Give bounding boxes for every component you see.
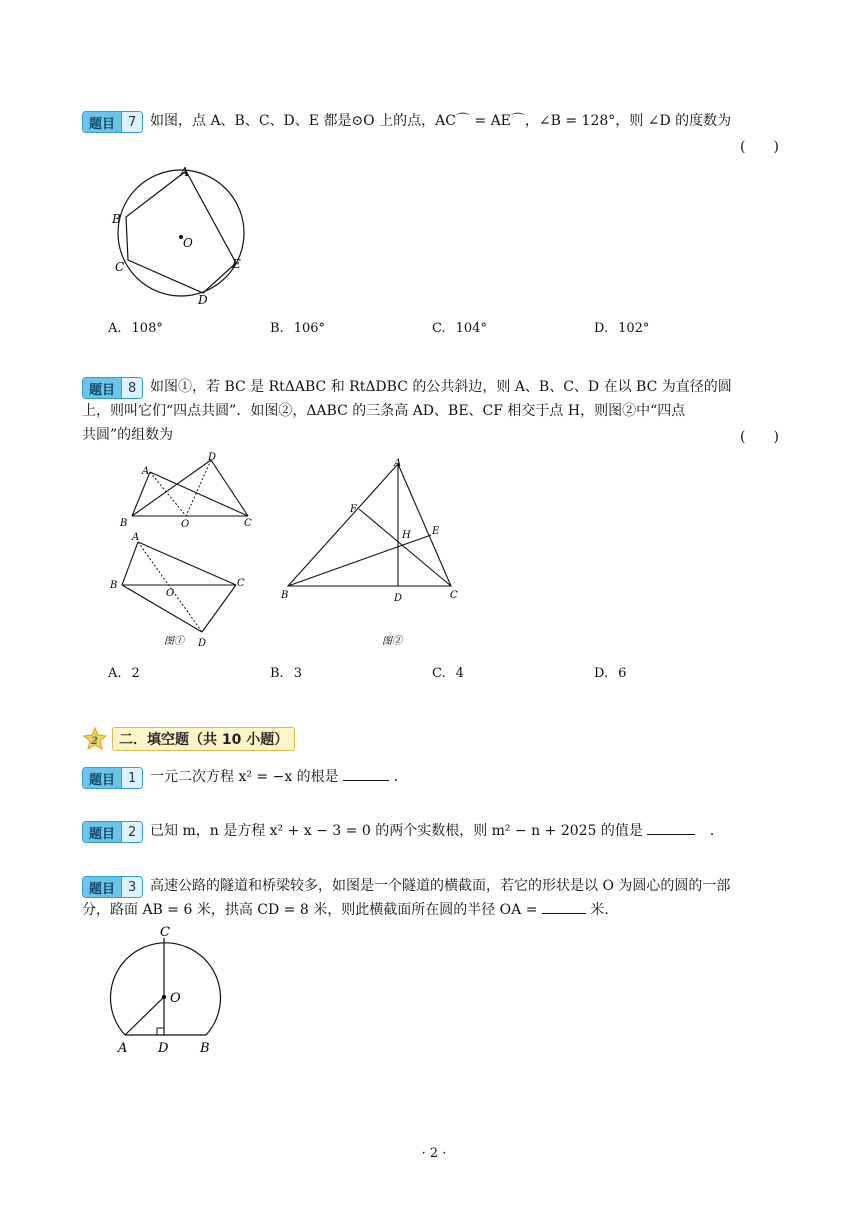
tunnel-label-o: O <box>170 991 181 1006</box>
question-badge-number: 1 <box>121 768 142 788</box>
question-badge-number: 8 <box>121 378 142 398</box>
f1b-label-c: C <box>237 578 245 589</box>
f2-label-f: F <box>350 504 357 515</box>
label-o: O <box>183 236 193 250</box>
tunnel-label-a: A <box>118 1041 128 1056</box>
question-8-line-2: 上，则叫它们“四点共圆”．如图②，ΔABC 的三条高 AD、BE、CF 相交于点 H，则图②中“四点 <box>82 403 686 419</box>
question-badge-label: 题目 <box>83 877 121 897</box>
question-badge-label: 题目 <box>83 112 121 132</box>
question-badge <box>82 767 143 789</box>
q7-circle-figure <box>108 160 248 310</box>
figure-1-caption: 图① <box>164 636 184 647</box>
question-8-line-1: 如图①，若 BC 是 RtΔABC 和 RtΔDBC 的公共斜边，则 A、B、C、D 在以 BC 为直径的圆 <box>150 379 732 395</box>
f1a-label-b: B <box>120 518 128 529</box>
label-e: E <box>232 257 241 271</box>
section-header <box>82 727 295 751</box>
fill-3-line-1: 高速公路的隧道和桥梁较多，如图是一个隧道的横截面，若它的形状是以 O 为圆心的圆的一部 <box>150 878 731 894</box>
f2-label-a: A <box>394 458 402 469</box>
answer-blank[interactable] <box>542 899 586 914</box>
label-d: D <box>198 293 208 307</box>
answer-parenthesis: ( ) <box>740 429 779 445</box>
f1a-label-a: A <box>142 466 150 477</box>
f2-label-b: B <box>281 590 289 601</box>
option-a: A. 2 <box>108 666 140 681</box>
option-c: C. 4 <box>432 666 464 681</box>
option-a: A. 108° <box>108 321 163 336</box>
tunnel-label-d: D <box>158 1041 169 1056</box>
tunnel-label-c: C <box>160 925 170 940</box>
question-badge <box>82 876 143 898</box>
section-title: 二．填空题（共 10 小题） <box>112 727 295 751</box>
section-number: 2 <box>91 736 98 747</box>
question-badge <box>82 377 143 399</box>
figure-2-caption: 图② <box>382 636 402 647</box>
f2-label-c: C <box>450 590 458 601</box>
question-8-line-3: 共圆”的组数为 <box>82 427 174 443</box>
f1a-label-o: O <box>181 519 190 530</box>
option-b: B. 106° <box>270 321 326 336</box>
f1b-label-a: A <box>132 532 140 543</box>
question-badge <box>82 821 143 843</box>
question-badge-number: 7 <box>121 112 142 132</box>
answer-parenthesis: ( ) <box>740 139 779 155</box>
star-icon <box>82 727 112 751</box>
f1b-label-b: B <box>110 580 118 591</box>
question-badge-number: 2 <box>121 822 142 842</box>
question-badge <box>82 111 143 133</box>
f2-label-d: D <box>394 593 403 604</box>
q8-figure-1 <box>106 450 276 650</box>
option-b: B. 3 <box>270 666 302 681</box>
page-number: · 2 · <box>421 1146 447 1161</box>
option-c: C. 104° <box>432 321 487 336</box>
question-badge-label: 题目 <box>83 378 121 398</box>
answer-blank[interactable] <box>647 820 695 835</box>
f1a-label-d: D <box>208 452 217 463</box>
label-b: B <box>112 212 121 226</box>
question-7-text: 如图，点 A、B、C、D、E 都是⊙O 上的点，AC⌒ = AE⌒，∠B = 128°，则 ∠D 的度数为 <box>150 113 732 129</box>
tunnel-figure <box>108 922 248 1062</box>
question-badge-label: 题目 <box>83 822 121 842</box>
circle-o <box>118 170 244 296</box>
fill-1-text: 一元二次方程 x² = −x 的根是 ． <box>150 766 408 789</box>
f1b-label-d: D <box>198 638 207 649</box>
question-badge-number: 3 <box>121 877 142 897</box>
label-a: A <box>180 165 189 179</box>
option-d: D. 6 <box>594 666 627 681</box>
f2-label-e: E <box>432 526 440 537</box>
fill-3-line-2: 分，路面 AB = 6 米，拱高 CD = 8 米，则此横截面所在圆的半径 OA = 米． <box>82 899 618 922</box>
answer-blank[interactable] <box>343 766 389 781</box>
label-c: C <box>115 260 125 274</box>
f1a-label-c: C <box>244 518 252 529</box>
option-d: D. 102° <box>594 321 650 336</box>
tunnel-label-b: B <box>200 1041 210 1056</box>
fill-2-text: 已知 m，n 是方程 x² + x − 3 = 0 的两个实数根，则 m² − n + 2025 的值是 ． <box>150 820 724 843</box>
question-badge-label: 题目 <box>83 768 121 788</box>
f1b-label-o: O <box>166 588 175 599</box>
pentagon-abcde <box>126 171 236 293</box>
f2-label-h: H <box>402 530 411 541</box>
q8-figure-2 <box>276 452 466 648</box>
